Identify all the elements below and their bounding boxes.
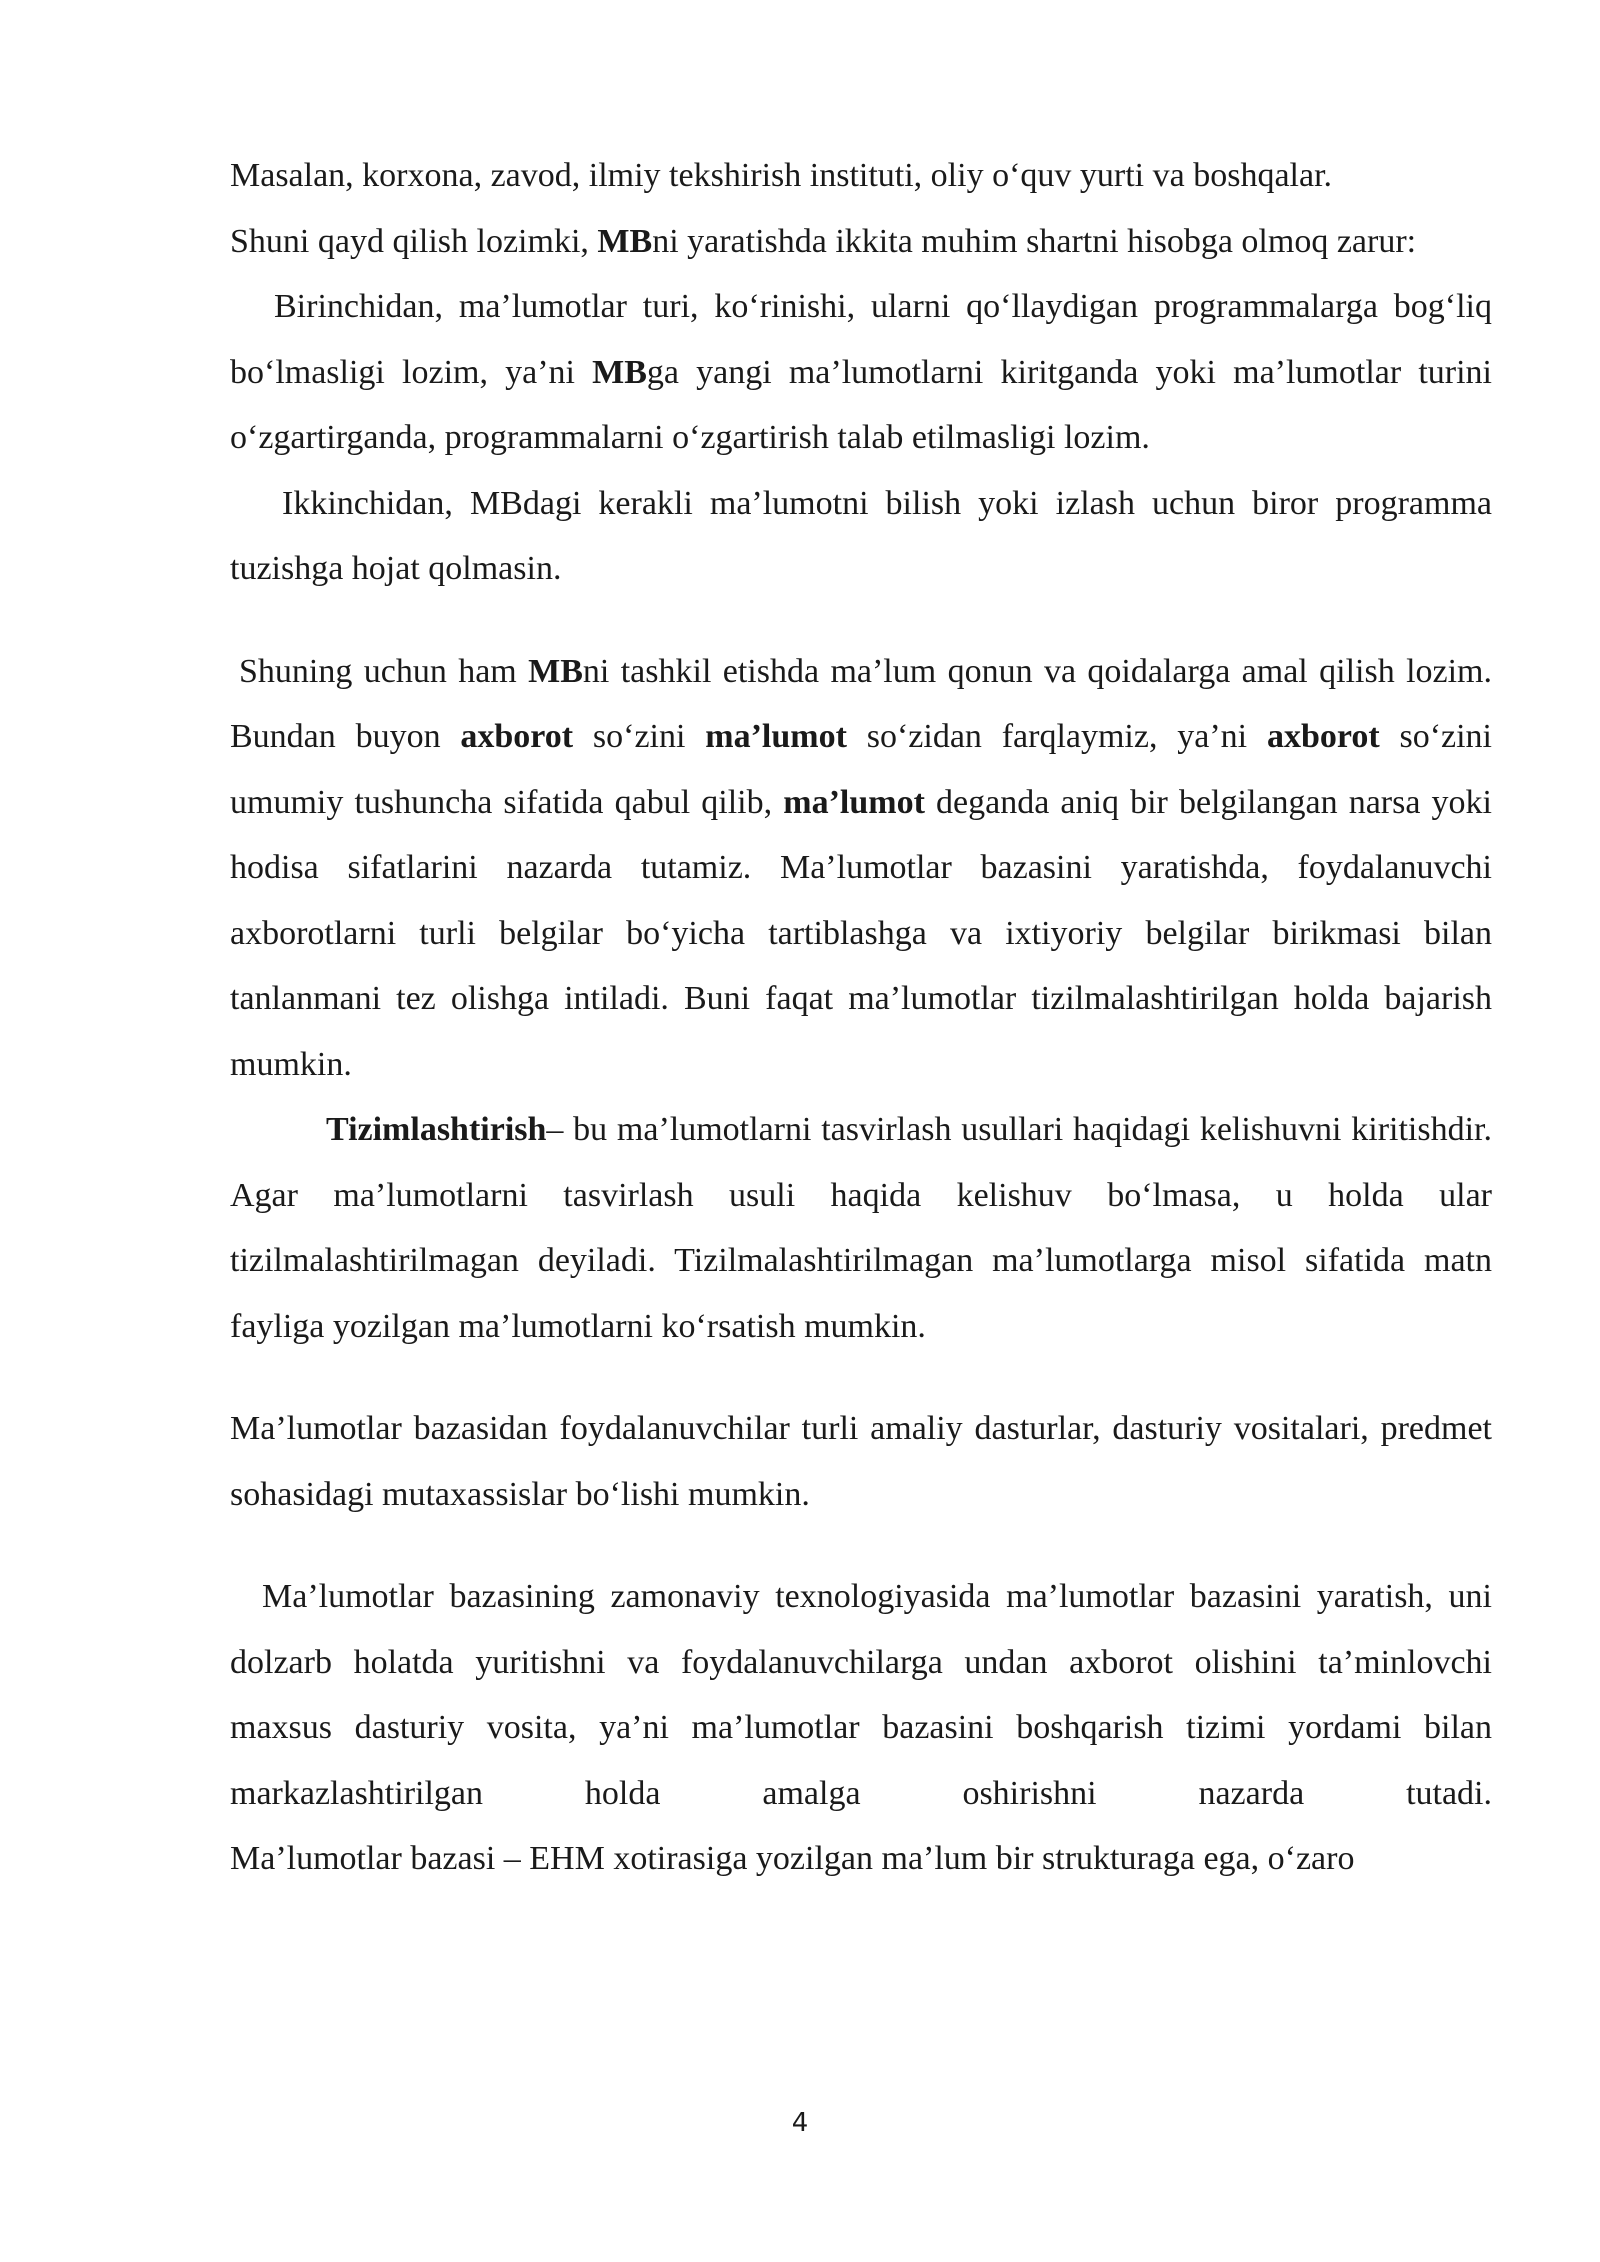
- text-run: so‘zini: [573, 718, 706, 755]
- bold-term: Tizimlashtirish: [326, 1111, 547, 1148]
- paragraph-users: [230, 1396, 1492, 1527]
- paragraph-conditions-intro: [230, 209, 1492, 275]
- paragraph-spacer: [230, 1527, 1492, 1564]
- paragraph-spacer: [230, 1359, 1492, 1396]
- paragraph-text: Ikkinchidan, MBdagi kerakli ma’lumotni bilish yoki izlash uchun biror programma tuzishga hojat qolmasin.: [230, 484, 1492, 587]
- text-run: Shuning uchun ham: [239, 652, 529, 690]
- bold-term: MB: [528, 652, 583, 690]
- text-run: – bu ma’lumotlarni tasvirlash usullari haqidagi kelishuvni kiritishdir. Agar ma’lumotlarni tasvirlash usuli haqida kelishuv bo‘lmasa, u holda ular tizilmalashtirilmagan deyiladi. Tizilmalashtirilmagan ma’lumotlarga misol sifatida matn fayliga yozilgan ma’lumotlarni ko‘rsatish mumkin.: [230, 1111, 1492, 1345]
- paragraph-text: Ma’lumotlar bazasining zamonaviy texnologiyasida ma’lumotlar bazasini yaratish, uni dolzarb holatda yuritishni va foydalanuvchilarga undan axborot olishini ta’minlovchi maxsus dasturiy vosita, ya’ni ma’lumotlar bazasini boshqarish tizimi yordami bilan markazlashtirilgan holda amalga oshirishni nazarda tutadi.: [230, 1578, 1492, 1812]
- text-run: ni tashkil etishda ma’lum qonun va qoidalarga amal qilish lozim. Bundan buyon: [230, 652, 1493, 755]
- paragraph-text: Ma’lumotlar bazasidan foydalanuvchilar turli amaliy dasturlar, dasturiy vositalari, predmet sohasidagi mutaxassislar bo‘lishi mumkin.: [230, 1410, 1492, 1513]
- bold-term: MB: [592, 353, 647, 391]
- bold-term: ma’lumot: [783, 783, 925, 821]
- paragraph-technology: [230, 1564, 1492, 1826]
- text-run: ni yaratishda ikkita muhim shartni hisobga olmoq zarur:: [652, 222, 1417, 260]
- paragraph-structuring: [230, 1097, 1492, 1359]
- paragraph-terminology: [230, 639, 1492, 1098]
- paragraph-spacer: [230, 602, 1492, 639]
- page-number: 4: [791, 2108, 809, 2138]
- paragraph-second-condition: [230, 471, 1492, 602]
- paragraph-definition: [230, 1826, 1492, 1892]
- paragraph-text: Ma’lumotlar bazasi – EHM xotirasiga yozilgan ma’lum bir strukturaga ega, o‘zaro: [230, 1840, 1355, 1877]
- paragraph-first-condition: [230, 274, 1492, 471]
- bold-term: axborot: [1266, 718, 1380, 755]
- text-run: Birinchidan, ma’lumotlar turi, ko‘rinishi, ularni qo‘llaydigan programmalarga bog‘liq bo‘lmasligi lozim, ya’ni: [230, 288, 1492, 391]
- text-run: so‘zini umumiy tushuncha sifatida qabul qilib,: [230, 718, 1492, 821]
- bold-term: ma’lumot: [705, 718, 847, 755]
- paragraph-examples: [230, 143, 1492, 209]
- paragraph-text: Masalan, korxona, zavod, ilmiy tekshirish instituti, oliy o‘quv yurti va boshqalar.: [230, 157, 1333, 194]
- text-run: Shuni qayd qilish lozimki,: [230, 222, 598, 260]
- document-body: [230, 143, 1492, 1892]
- bold-term: MB: [597, 222, 653, 260]
- bold-term: axborot: [460, 718, 574, 755]
- text-run: ga yangi ma’lumotlarni kiritganda yoki ma’lumotlar turini o‘zgartirganda, programmalarni o‘zgartirish talab etilmasligi lozim.: [230, 353, 1492, 456]
- text-run: so‘zidan farqlaymiz, ya’ni: [846, 718, 1267, 755]
- text-run: deganda aniq bir belgilangan narsa yoki hodisa sifatlarini nazarda tutamiz. Ma’lumotlar bazasini yaratishda, foydalanuvchi axborotlarni turli belgilar bo‘yicha tartiblashga va ixtiyoriy belgilar birikmasi bilan tanlanmani tez olishga intiladi. Buni faqat ma’lumotlar tizilmalashtirilgan holda bajarish mumkin.: [230, 783, 1492, 1083]
